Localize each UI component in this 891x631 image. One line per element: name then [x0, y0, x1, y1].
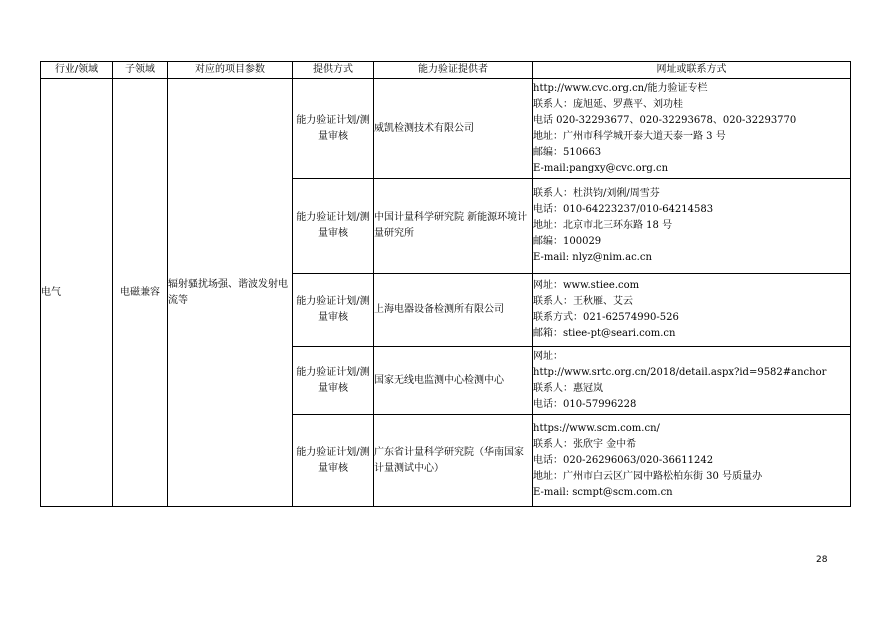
- contact-cell: [533, 347, 851, 415]
- contact-line: 邮编：100029: [533, 236, 602, 247]
- contact-line: 联系人：张欣宇 金中希: [533, 438, 637, 450]
- contact-line: 网址：: [533, 350, 563, 362]
- contact-line: 邮编：510663: [533, 146, 602, 158]
- method-cell: 能力验证计划/测量审核: [293, 179, 374, 274]
- contact-line: 电话：010-57996228: [533, 398, 637, 410]
- subfield-cell: 电磁兼容: [113, 79, 168, 507]
- industry-cell: 电气: [41, 79, 113, 507]
- contact-line: 联系人：庞旭延、罗燕平、刘功桂: [533, 98, 683, 110]
- contact-line: http://www.cvc.org.cn/能力验证专栏: [533, 82, 708, 94]
- provider-cell: 威凯检测技术有限公司: [374, 79, 533, 179]
- contact-line: 联系人：王秋雁、艾云: [533, 296, 633, 307]
- contact-line: 电话：020-26296063/020-36611242: [533, 454, 714, 466]
- header-industry: 行业/领域: [41, 62, 113, 79]
- contact-line: 邮箱：stiee-pt@seari.com.cn: [533, 328, 676, 339]
- contact-line: 地址：广州市白云区广园中路松柏东街 30 号质量办: [533, 470, 763, 482]
- contact-cell: [533, 179, 851, 274]
- header-contact: 网址或联系方式: [533, 62, 851, 79]
- header-method: 提供方式: [293, 62, 374, 79]
- contact-line: 联系人：杜洪钧/刘俐/周雪芬: [533, 188, 660, 199]
- contact-line: E-mail: nlyz@nim.ac.cn: [533, 252, 652, 263]
- provider-cell: 上海电器设备检测所有限公司: [374, 274, 533, 347]
- contact-line: 地址：广州市科学城开泰大道天泰一路 3 号: [533, 130, 726, 142]
- provider-cell: 国家无线电监测中心检测中心: [374, 347, 533, 415]
- provider-cell: 中国计量科学研究院 新能源环境计量研究所: [374, 179, 533, 274]
- method-cell: 能力验证计划/测量审核: [293, 79, 374, 179]
- contact-line: E-mail:pangxy@cvc.org.cn: [533, 162, 669, 174]
- contact-line: 电话 020-32293677、020-32293678、020-32293770: [533, 114, 797, 126]
- contact-line: http://www.srtc.org.cn/2018/detail.aspx?id=9582#anchor: [533, 366, 827, 378]
- contact-line: 地址：北京市北三环东路 18 号: [533, 220, 673, 231]
- provider-cell: 广东省计量科学研究院（华南国家计量测试中心）: [374, 415, 533, 507]
- header-provider: 能力验证提供者: [374, 62, 533, 79]
- table-row: [41, 79, 851, 179]
- params-cell: 辐射骚扰场强、谐波发射电流等: [168, 79, 293, 507]
- contact-line: 网址：www.stiee.com: [533, 280, 640, 291]
- header-subfield: 子领域: [113, 62, 168, 79]
- header-params: 对应的项目参数: [168, 62, 293, 79]
- contact-cell: [533, 79, 851, 179]
- method-cell: 能力验证计划/测量审核: [293, 274, 374, 347]
- contact-cell: [533, 274, 851, 347]
- page-number: 28: [816, 555, 828, 565]
- contact-line: E-mail: scmpt@scm.com.cn: [533, 486, 673, 498]
- method-cell: 能力验证计划/测量审核: [293, 415, 374, 507]
- header-row: [41, 62, 851, 79]
- contact-line: 联系人：惠冠岚: [533, 382, 603, 394]
- contact-line: 电话：010-64223237/010-64214583: [533, 204, 714, 215]
- capability-table: [40, 61, 851, 507]
- contact-cell: [533, 415, 851, 507]
- contact-line: 联系方式：021-62574990-526: [533, 312, 679, 323]
- method-cell: 能力验证计划/测量审核: [293, 347, 374, 415]
- contact-line: https://www.scm.com.cn/: [533, 422, 660, 434]
